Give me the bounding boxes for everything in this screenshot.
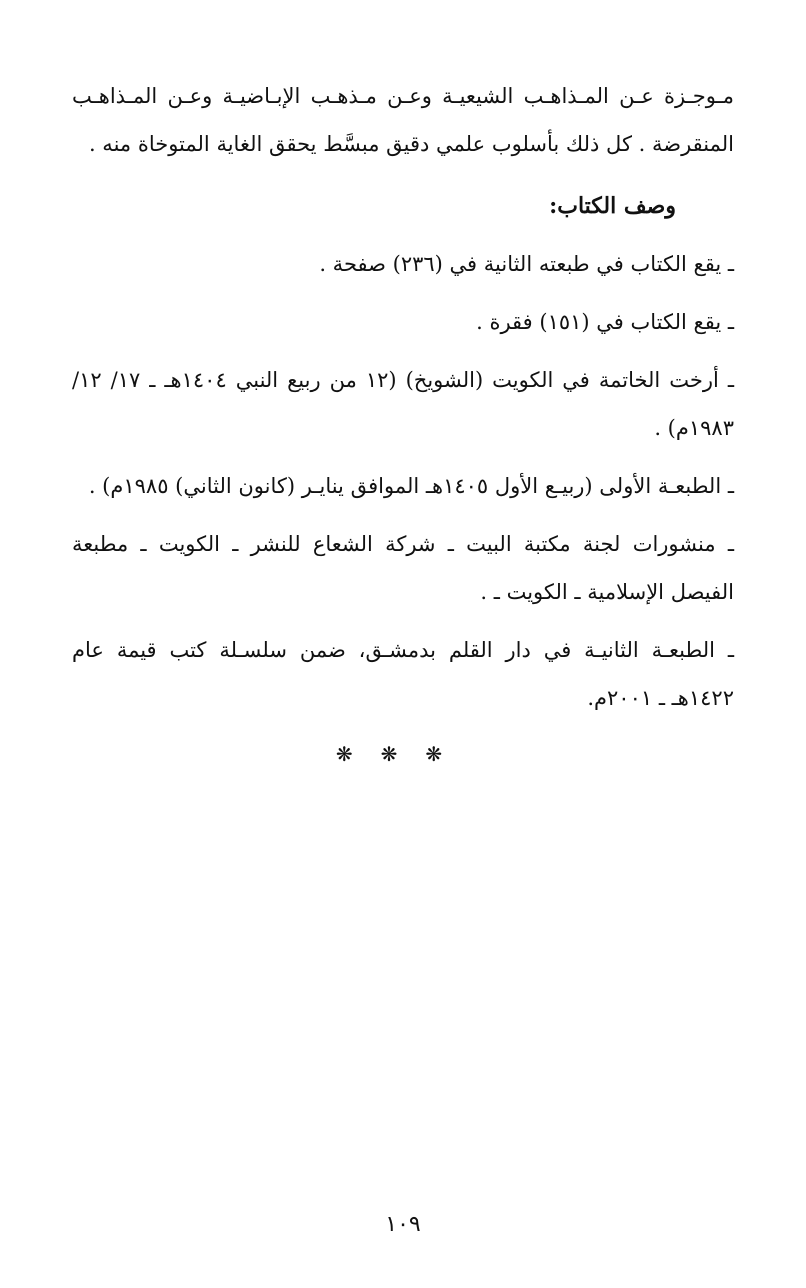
- list-item: ـ الطبعـة الثانيـة في دار القلم بدمشـق، ضمن سلسـلة كتب قيمة عام ١٤٢٢هـ ـ ٢٠٠١م.: [72, 638, 734, 710]
- asterism-icon: ❋: [425, 742, 471, 766]
- page-number: ١٠٩: [385, 1212, 421, 1237]
- list-item: ـ يقع الكتاب في (١٥١) فقرة .: [476, 310, 734, 334]
- asterism-icon: ❋: [335, 742, 381, 766]
- section-heading: وصف الكتاب:: [549, 193, 676, 219]
- page-body: [72, 72, 734, 728]
- list-item: ـ الطبعـة الأولى (ربيـع الأول ١٤٠٥هـ الموافق ينايـر (كانون الثاني) ١٩٨٥م) .: [88, 474, 734, 498]
- list-item: ـ أرخت الخاتمة في الكويت (الشويخ) (١٢ من ربيع النبي ١٤٠٤هـ ـ ١٧/ ١٢/ ١٩٨٣م) .: [72, 368, 734, 440]
- asterism-icon: ❋: [380, 742, 426, 766]
- list-item: ـ منشورات لجنة مكتبة البيت ـ شركة الشعاع للنشر ـ الكويت ـ مطبعة الفيصل الإسلامية ـ الكويت ـ .: [72, 532, 734, 604]
- intro-line-1: مـوجـزة عـن المـذاهـب الشيعيـة وعـن مـذهـب الإبـاضيـة وعـن المـذاهـب: [72, 84, 734, 108]
- section-separator: [0, 742, 806, 766]
- intro-line-2: المنقرضة . كل ذلك بأسلوب علمي دقيق مبسَّط يحقق الغاية المتوخاة منه .: [88, 132, 734, 156]
- list-item: ـ يقع الكتاب في طبعته الثانية في (٢٣٦) صفحة .: [319, 252, 734, 276]
- intro-paragraph: [72, 72, 734, 168]
